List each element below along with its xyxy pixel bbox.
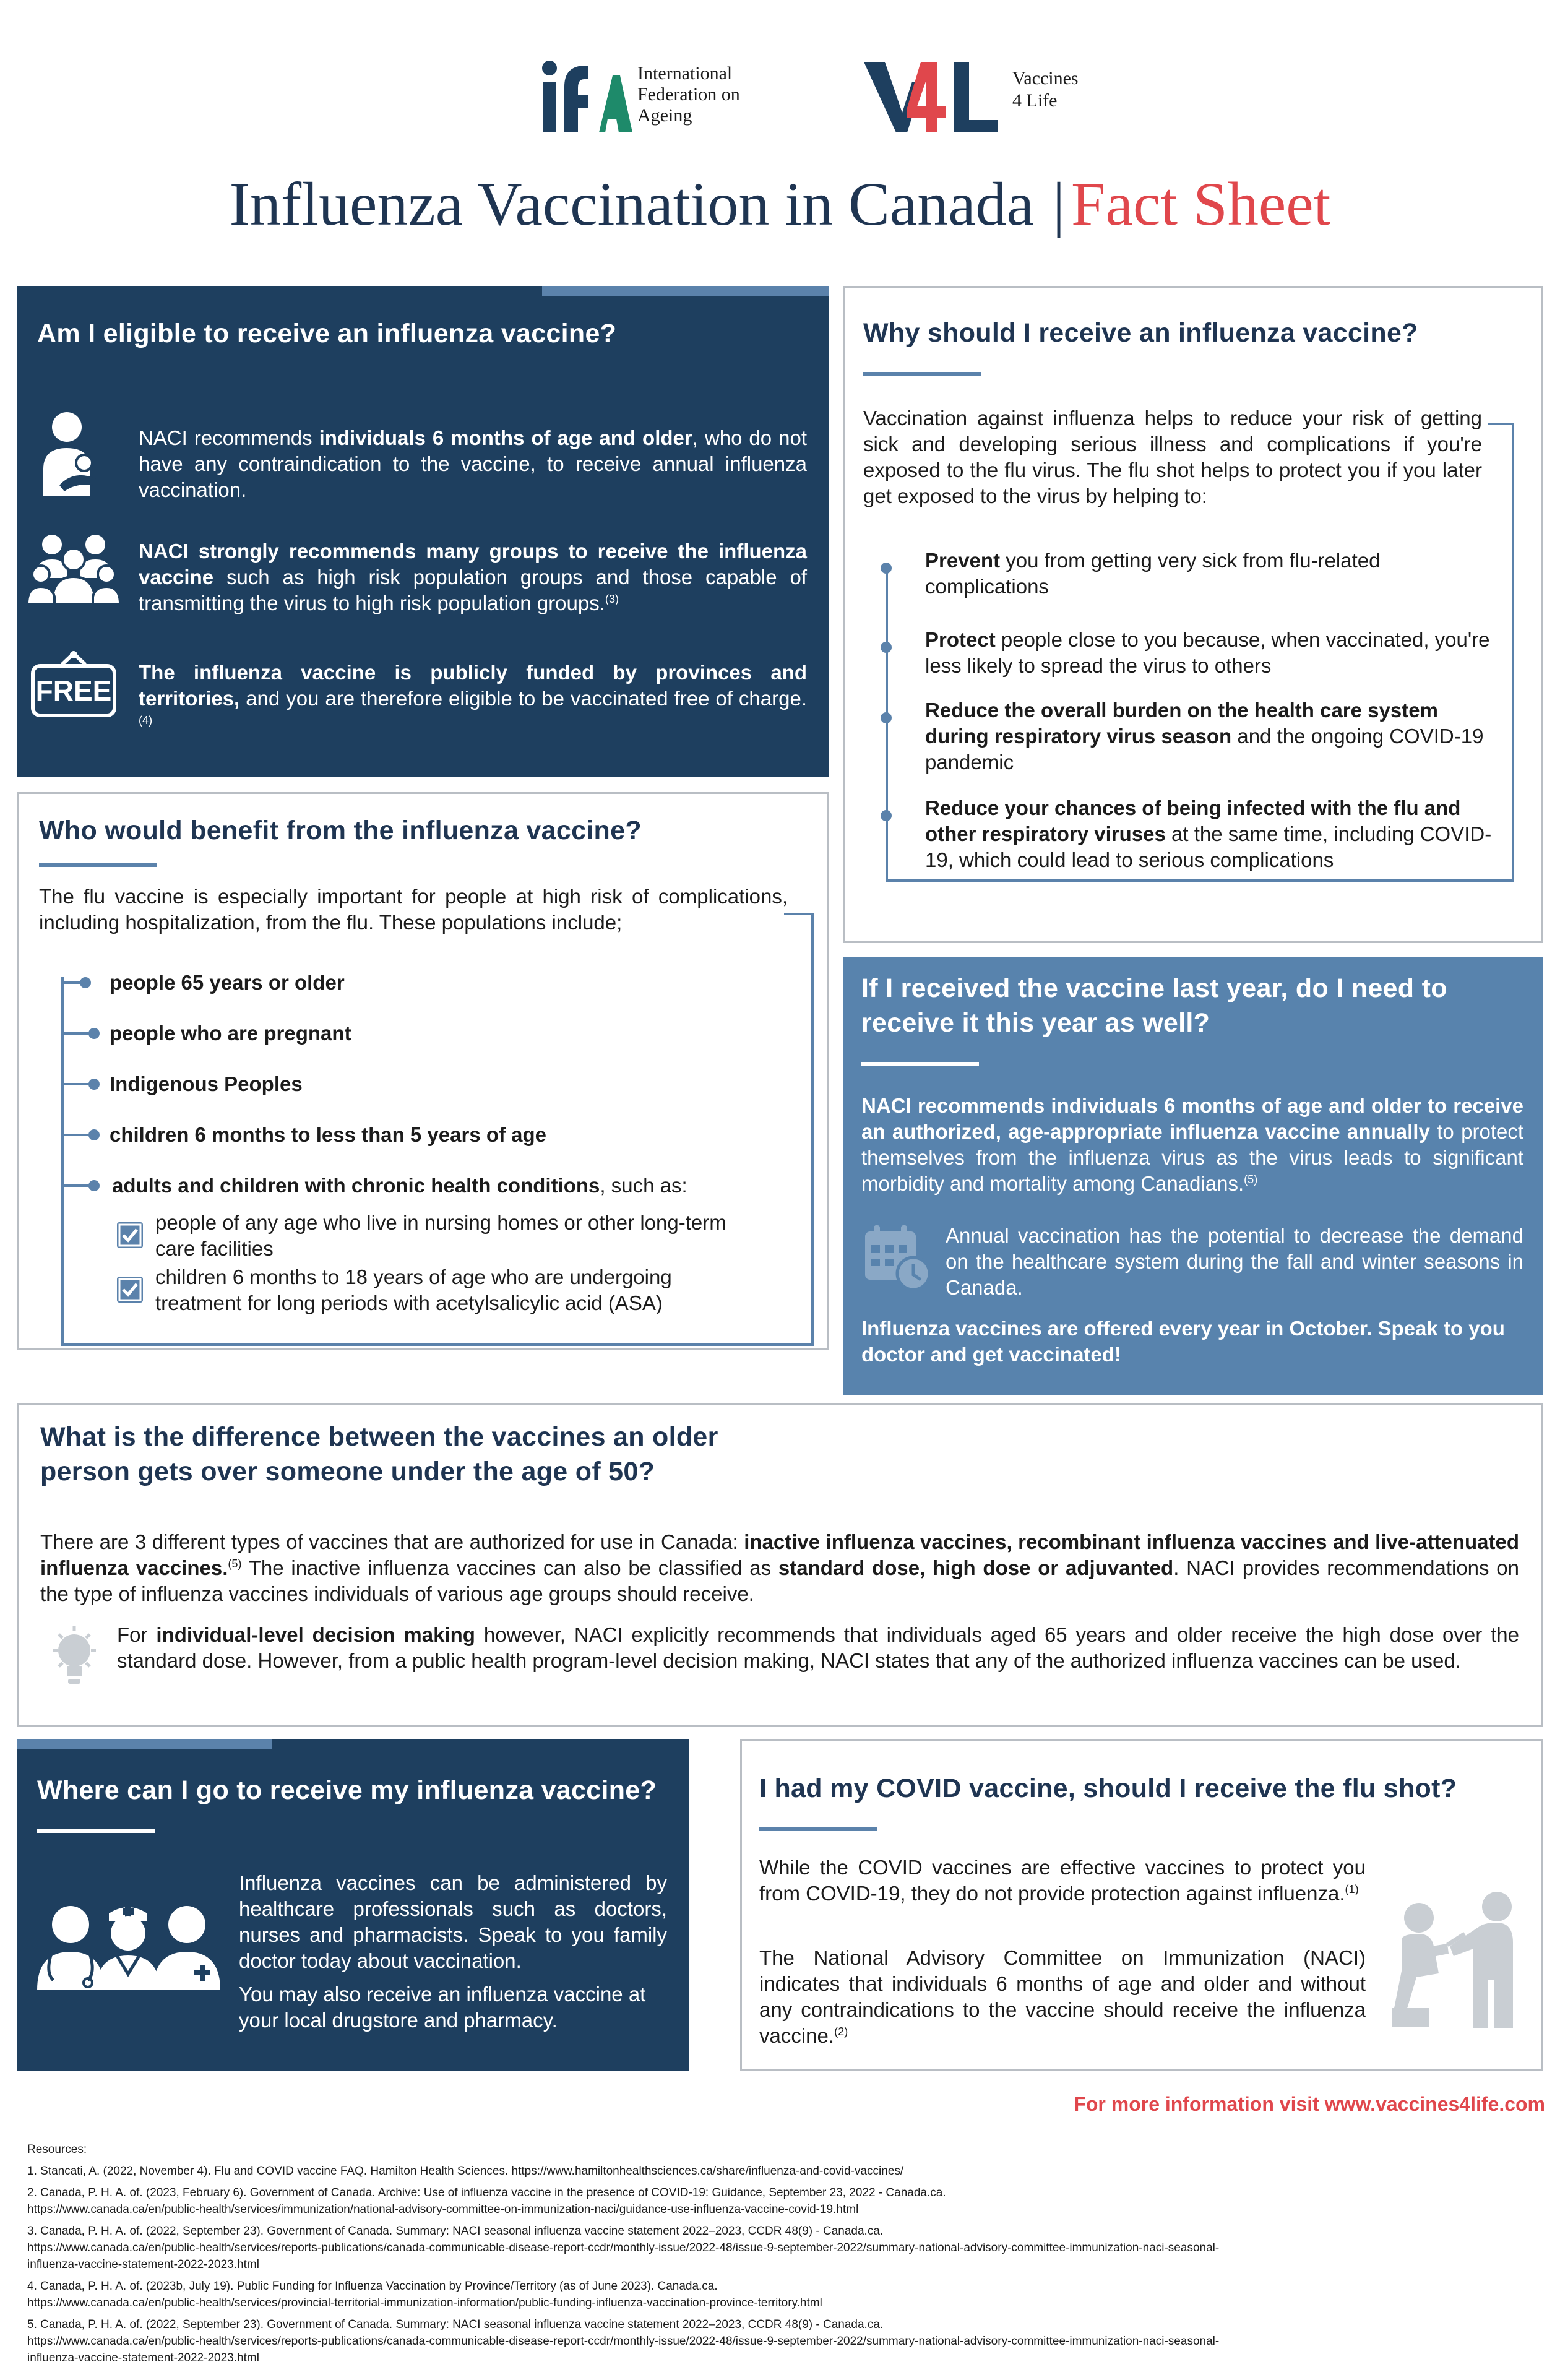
resource-3-line-1: 3. Canada, P. H. A. of. (2022, September 23). Government of Canada. Summary: NACI seasonal influenza vaccine statement 2022–2023, CCDR 48(9) - Canada.ca.	[27, 2225, 884, 2238]
why-title: Why should I receive an influenza vaccine?	[863, 318, 1418, 348]
group-icon	[27, 532, 120, 606]
covid-p1-text: While the COVID vaccines are effective vaccines to protect you from COVID-19, they do not provide protection against influenza.	[759, 1856, 1366, 1905]
benefit-bullet-dot-5	[88, 1180, 100, 1191]
benefit-bullet-dot-3	[88, 1079, 100, 1090]
lastyear-p1-ref: (5)	[1244, 1173, 1258, 1186]
lastyear-p1-text: to protect themselves from the influenza virus as the virus leads to significant morbidity and mortality among Canadians.	[861, 1120, 1523, 1195]
calendar-clock-icon	[863, 1223, 931, 1291]
benefit-bullet-5-text: , such as:	[600, 1174, 687, 1197]
eligible-item-2	[139, 538, 807, 616]
benefit-connector-3	[61, 1083, 90, 1085]
where-title: Where can I go to receive my influenza vaccine?	[37, 1775, 657, 1805]
benefit-bullet-dot-1	[80, 977, 91, 988]
more-info-link[interactable]: For more information visit www.vaccines4life.com	[1074, 2093, 1545, 2115]
where-p2: You may also receive an influenza vaccine at your local drugstore and pharmacy.	[239, 1983, 646, 2032]
resource-2-line-2[interactable]: https://www.canada.ca/en/public-health/services/immunization/national-advisory-committee-on-immunization-naci/guidance-use-influenza-vaccine-covid-19.html	[27, 2203, 859, 2216]
benefit-subitem-1: people of any age who live in nursing homes or other long-term care facilities	[155, 1211, 726, 1260]
lastyear-panel	[843, 957, 1543, 1395]
difference-p2	[117, 1622, 1519, 1674]
resource-5-line-1: 5. Canada, P. H. A. of. (2022, September 23). Government of Canada. Summary: NACI seasonal influenza vaccine statement 2022–2023, CCDR 48(9) - Canada.ca.	[27, 2318, 884, 2331]
covid-title-underline	[759, 1827, 877, 1831]
benefit-bracket-bottom	[61, 1343, 814, 1346]
benefit-title: Who would benefit from the influenza vaccine?	[39, 816, 642, 845]
benefit-connector-4	[61, 1134, 90, 1136]
eligible-item-3-bold: The influenza vaccine is publicly funded by provinces and territories,	[139, 661, 807, 710]
eligible-item-3-post: and you are therefore eligible to be vaccinated free of charge.	[239, 687, 807, 710]
resource-3-line-2[interactable]: https://www.canada.ca/en/public-health/services/reports-publications/canada-communicable-disease-report-ccdr/monthly-issue/2022-48/issue-9-september-2022/summary-national-advisory-committee-immunization-naci-seasonal-	[27, 2241, 1220, 2254]
why-bullet-2	[925, 627, 1494, 679]
benefit-bullet-2-bold: people who are pregnant	[110, 1022, 351, 1045]
benefit-connector-5	[61, 1184, 90, 1187]
resource-item-1	[27, 2163, 1537, 2180]
why-bullet-dot-4	[881, 810, 892, 821]
benefit-bullet-4-bold: children 6 months to less than 5 years of age	[110, 1123, 547, 1146]
benefit-intro: The flu vaccine is especially important for people at high risk of complications, including hospitalization, from the flu. These populations include;	[39, 885, 788, 934]
page-title-accent: Fact Sheet	[1071, 170, 1331, 238]
why-bullet-dot-1	[881, 563, 892, 574]
difference-title-line1: What is the difference between the vaccines an older	[40, 1422, 718, 1452]
covid-p1-ref: (1)	[1345, 1883, 1359, 1895]
v4l-logo-line1: Vaccines	[1012, 68, 1079, 88]
difference-p1-a: There are 3 different types of vaccines that are authorized for use in Canada:	[40, 1530, 744, 1553]
benefit-panel	[17, 792, 829, 1350]
why-bullet-3-bold: Reduce the overall burden on the health care system during respiratory virus season	[925, 699, 1438, 748]
resources-label: Resources:	[27, 2143, 87, 2156]
benefit-bullet-3-bold: Indigenous Peoples	[110, 1072, 303, 1095]
checkbox-icon	[117, 1277, 143, 1303]
difference-p2-a: For	[117, 1623, 157, 1646]
healthcare-professionals-icon	[32, 1899, 224, 1991]
covid-p2	[759, 1945, 1366, 2049]
why-bracket-bottom	[886, 879, 1514, 882]
difference-p1-c: The inactive influenza vaccines can also be classified as	[241, 1556, 778, 1579]
where-topbar	[17, 1739, 272, 1749]
benefit-bracket-top	[784, 913, 814, 915]
covid-title: I had my COVID vaccine, should I receive the flu shot?	[759, 1774, 1457, 1803]
where-title-underline	[37, 1829, 155, 1833]
ifa-logo	[540, 57, 762, 137]
ifa-logo-mark	[540, 57, 632, 137]
lastyear-p1-bold: NACI recommends individuals 6 months of age and older to receive an authorized, age-appropriate influenza vaccine annually	[861, 1094, 1523, 1143]
difference-title-line2: person gets over someone under the age of 50?	[40, 1457, 655, 1486]
eligible-item-1-bold: individuals 6 months of age and older	[319, 426, 692, 449]
lastyear-title-line2: receive it this year as well?	[861, 1008, 1210, 1038]
why-bullet-4-text: at the same time, including COVID-19, which could lead to serious complications	[925, 822, 1492, 871]
vaccination-icon	[1379, 1887, 1528, 2029]
benefit-connector-2	[61, 1032, 90, 1035]
benefit-bullet-dot-2	[88, 1028, 100, 1039]
eligible-item-1-post: , who do not have any contraindication to the vaccine, to receive annual influenza vaccination.	[139, 426, 807, 501]
difference-p1-d: standard dose, high dose or adjuvanted	[778, 1556, 1174, 1579]
eligible-item-3	[139, 660, 807, 738]
covid-p2-text: The National Advisory Committee on Immunization (NACI) indicates that individuals 6 months of age and older and without any contraindications to the vaccine should receive the influenza vaccine.	[759, 1946, 1366, 2047]
resource-item-2	[27, 2184, 1537, 2218]
why-bullet-1-text: you from getting very sick from flu-related complications	[925, 549, 1381, 598]
eligible-title: Am I eligible to receive an influenza vaccine?	[37, 319, 617, 348]
why-bullet-3-text: and the ongoing COVID-19 pandemic	[925, 725, 1484, 774]
difference-p1-e: . NACI provides recommendations on the type of influenza vaccines individuals of various age groups should receive.	[40, 1556, 1519, 1605]
eligible-item-2-ref: (3)	[605, 593, 619, 605]
ifa-logo-line2: Federation on	[637, 84, 740, 105]
lastyear-title-underline	[861, 1062, 979, 1066]
why-title-underline	[863, 372, 981, 376]
why-bracket-right	[1512, 423, 1514, 882]
v4l-logo-mark	[864, 57, 1006, 137]
mother-child-icon	[35, 410, 109, 502]
why-bullet-3	[925, 697, 1494, 775]
resource-4-line-1: 4. Canada, P. H. A. of. (2023b, July 19). Public Funding for Influenza Vaccination by Province/Territory (as of June 2023). Canada.ca.	[27, 2280, 718, 2293]
why-bullet-1-bold: Prevent	[925, 549, 1001, 572]
resources-section	[27, 2141, 1537, 2371]
v4l-logo	[864, 57, 1111, 137]
why-panel	[843, 286, 1543, 943]
benefit-connector-1	[61, 981, 81, 984]
resource-4-line-2[interactable]: https://www.canada.ca/en/public-health/services/provincial-territorial-immunization-information/public-funding-influenza-vaccination-province-territory.html	[27, 2296, 822, 2309]
benefit-bullet-2	[110, 1020, 790, 1046]
free-sign-icon	[31, 651, 116, 718]
resource-item-5	[27, 2316, 1537, 2366]
difference-panel	[17, 1403, 1543, 1727]
why-bullet-dot-3	[881, 712, 892, 723]
resource-5-line-3[interactable]: influenza-vaccine-statement-2022-2023.html	[27, 2352, 259, 2365]
page-title	[0, 167, 1560, 241]
benefit-bullet-4	[110, 1122, 790, 1148]
difference-p1-ref: (5)	[228, 1558, 242, 1570]
ifa-logo-line1: International	[637, 63, 733, 84]
page-title-main: Influenza Vaccination in Canada	[229, 170, 1034, 238]
lastyear-p1	[861, 1093, 1523, 1197]
lightbulb-icon	[46, 1623, 102, 1691]
covid-panel	[740, 1739, 1543, 2071]
resource-1-line-1: 1. Stancati, A. (2022, November 4). Flu and COVID vaccine FAQ. Hamilton Health Sciences. https://www.hamiltonhealthsciences.ca/share/influenza-and-covid-vaccines/	[27, 2165, 904, 2178]
ifa-logo-line3: Ageing	[637, 105, 692, 126]
eligible-item-3-ref: (4)	[139, 714, 153, 727]
covid-p1	[759, 1855, 1366, 1907]
why-bracket-top	[1488, 423, 1514, 425]
resource-item-3	[27, 2223, 1537, 2273]
lastyear-p2: Annual vaccination has the potential to decrease the demand on the healthcare system during the fall and winter seasons in Canada.	[946, 1224, 1523, 1299]
resource-5-line-2[interactable]: https://www.canada.ca/en/public-health/services/reports-publications/canada-communicable-disease-report-ccdr/monthly-issue/2022-48/issue-9-september-2022/summary-national-advisory-committee-immunization-naci-seasonal-	[27, 2335, 1220, 2348]
covid-p2-ref: (2)	[834, 2025, 848, 2038]
benefit-bullet-dot-4	[88, 1129, 100, 1140]
difference-p1-b: inactive influenza vaccines, recombinant influenza vaccines and live-attenuated influenza vaccines.	[40, 1530, 1519, 1579]
benefit-bullet-5	[112, 1173, 793, 1199]
benefit-bracket-right	[811, 913, 814, 1346]
resource-3-line-3[interactable]: influenza-vaccine-statement-2022-2023.html	[27, 2258, 259, 2271]
why-bullet-2-text: people close to you because, when vaccinated, you're less likely to spread the virus to others	[925, 628, 1490, 677]
where-panel	[17, 1739, 689, 2071]
difference-p2-c: however, NACI explicitly recommends that individuals aged 65 years and older receive the high dose over the standard dose. However, from a public health program-level decision making, NACI states that any of the authorized influenza vaccines can be used.	[117, 1623, 1520, 1672]
benefit-bullet-3	[110, 1071, 790, 1097]
free-sign-label: FREE	[35, 675, 112, 707]
where-p1: Influenza vaccines can be administered by healthcare professionals such as doctors, nurses and pharmacists. Speak to you family doctor today about vaccination.	[239, 1871, 667, 1972]
lastyear-p3: Influenza vaccines are offered every year in October. Speak to you doctor and get vaccinated!	[861, 1317, 1505, 1366]
eligible-topbar	[542, 286, 829, 296]
v4l-logo-line2: 4 Life	[1012, 90, 1058, 111]
eligible-panel	[17, 286, 829, 777]
benefit-bullet-5-bold: adults and children with chronic health conditions	[112, 1174, 600, 1197]
page-title-separator: |	[1053, 170, 1066, 238]
benefit-bullet-1-bold: people 65 years or older	[110, 971, 345, 994]
eligible-item-2-bold: NACI strongly recommends many groups to receive the influenza vaccine	[139, 540, 807, 589]
checkbox-icon	[117, 1222, 143, 1248]
difference-p2-b: individual-level decision making	[156, 1623, 475, 1646]
difference-p1	[40, 1529, 1519, 1607]
why-bullet-dot-2	[881, 642, 892, 653]
resource-2-line-1: 2. Canada, P. H. A. of. (2023, February 6). Government of Canada. Archive: Use of influenza vaccine in the presence of COVID-19: Guidance, September 23, 2022 - Canada.ca.	[27, 2186, 946, 2199]
why-bullet-4-bold: Reduce your chances of being infected with the flu and other respiratory viruses	[925, 796, 1461, 845]
why-bullet-1	[925, 548, 1494, 600]
why-bullet-2-bold: Protect	[925, 628, 996, 651]
lastyear-title-line1: If I received the vaccine last year, do I need to	[861, 973, 1447, 1003]
why-bullet-4	[925, 795, 1494, 873]
benefit-subitem-2: children 6 months to 18 years of age who are undergoing treatment for long periods with acetylsalicylic acid (ASA)	[155, 1265, 672, 1314]
eligible-item-1-pre: NACI recommends	[139, 426, 319, 449]
why-intro: Vaccination against influenza helps to reduce your risk of getting sick and developing serious illness and complications if you're exposed to the flu virus. The flu shot helps to protect you if you later get exposed to the virus by helping to:	[863, 407, 1482, 507]
benefit-title-underline	[39, 863, 157, 867]
eligible-item-2-post: such as high risk population groups and those capable of transmitting the virus to high risk population groups.	[139, 566, 807, 614]
eligible-item-1	[139, 425, 807, 503]
benefit-bullet-1	[110, 970, 790, 996]
resource-item-4	[27, 2278, 1537, 2311]
